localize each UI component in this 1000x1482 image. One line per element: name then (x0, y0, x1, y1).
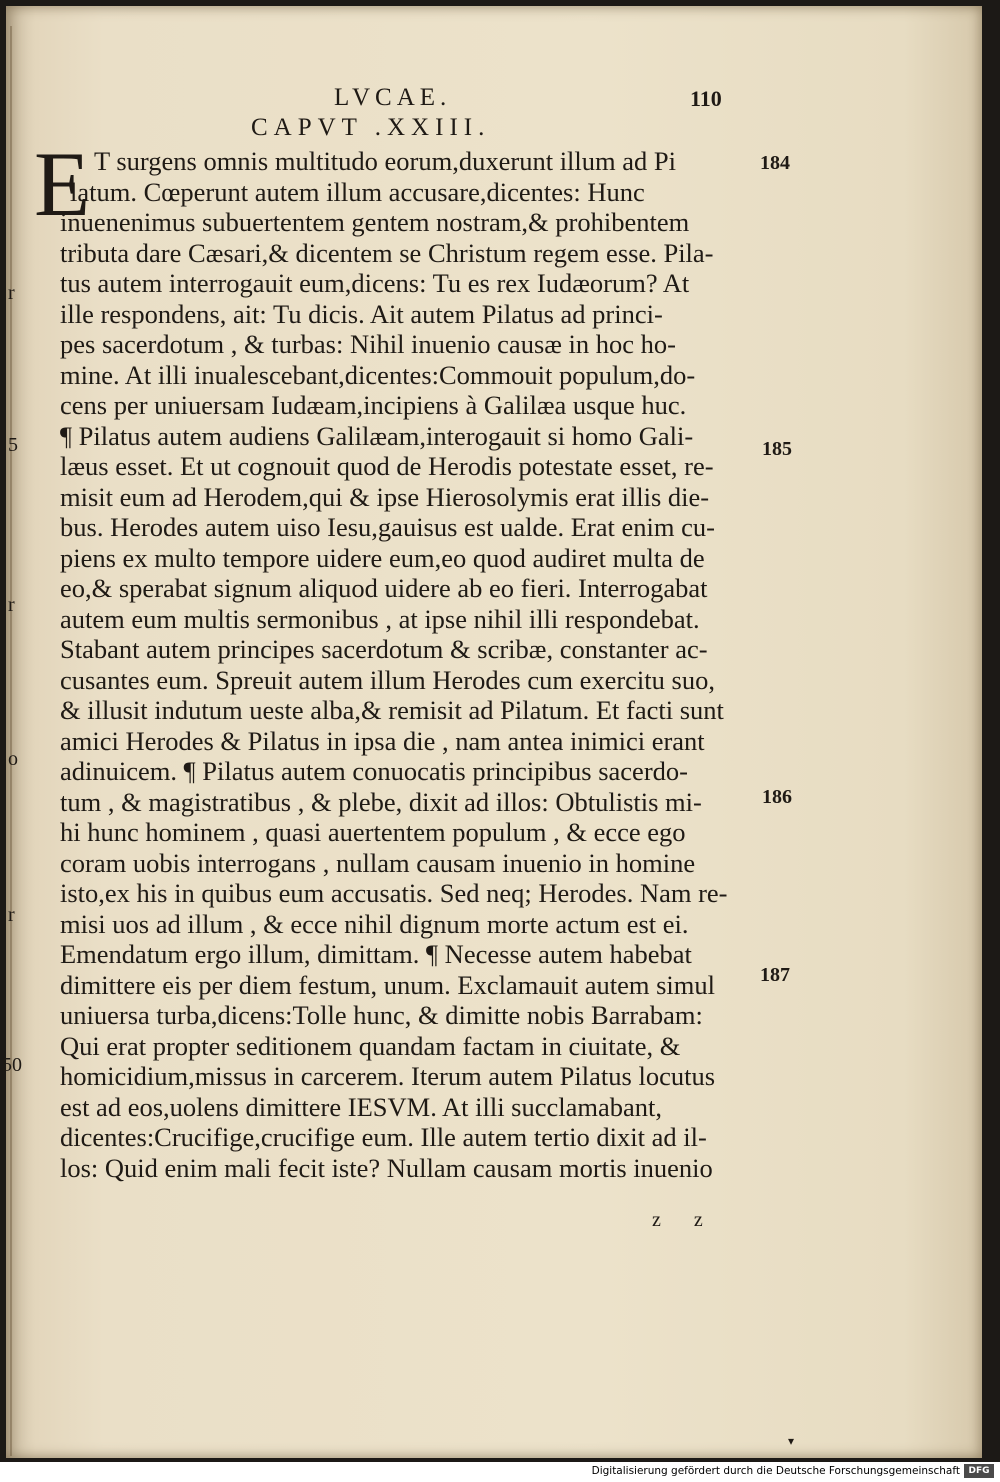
page-gutter (10, 26, 12, 1456)
text-line: ille respondens, ait: Tu dicis. Ait autem Pilatus ad princi- (60, 298, 663, 329)
margin-verse-number: 184 (760, 152, 790, 174)
text-line: tus autem interrogauit eum,dicens: Tu es rex Iudæorum? At (60, 268, 690, 298)
text-line: inuenenimus subuertentem gentem nostram,& prohibentem (60, 207, 690, 237)
page-header (6, 84, 982, 114)
funding-credit: Digitalisierung gefördert durch die Deutsche Forschungsgemeinschaft (591, 1465, 960, 1477)
text-line: Stabant autem principes sacerdotum & scribæ, constanter ac- (60, 634, 708, 664)
text-line: mine. At illi inualescebant,dicentes:Commouit populum,do- (60, 359, 696, 390)
text-line: isto,ex his in quibus eum accusatis. Sed neq; Herodes. Nam re- (60, 878, 728, 908)
running-title: LVCAE. (334, 84, 452, 111)
text-line: latum. Cœperunt autem illum accusare,dicentes: Hunc (70, 176, 645, 207)
text-line: cens per uniuersam Iudæam,incipiens à Galilæa usque huc. (60, 390, 687, 420)
drop-cap: E (34, 133, 91, 235)
text-line: los: Quid enim mali fecit iste? Nullam causam mortis inuenio (60, 1152, 713, 1183)
ink-speck: ▾ (788, 1434, 795, 1448)
text-line: amici Herodes & Pilatus in ipsa die , nam antea inimici erant (60, 725, 705, 756)
text-line: misi uos ad illum , & ecce nihil dignum morte actum est ei. (60, 908, 689, 939)
footer-bar (0, 1462, 1000, 1482)
text-line: misit eum ad Herodem,qui & ipse Hierosolymis erat illis die- (60, 481, 710, 512)
text-line: est ad eos,uolens dimittere IESVM. At illi succlamabant, (60, 1091, 663, 1122)
left-margin-mark: r (8, 282, 15, 304)
text-line: uniuersa turba,dicens:Tolle hunc, & dimitte nobis Barrabam: (60, 1000, 703, 1030)
left-margin-mark: r (8, 904, 15, 926)
margin-verse-number: 186 (762, 786, 792, 808)
left-margin-mark: 5 (8, 434, 18, 456)
text-line: bus. Herodes autem uiso Iesu,gauisus est ualde. Erat enim cu- (60, 512, 715, 542)
margin-verse-number: 185 (762, 438, 792, 460)
text-line: T surgens omnis multitudo eorum,duxerunt illum ad Pi (94, 146, 677, 176)
folio-number: 110 (690, 86, 722, 111)
text-line: Emendatum ergo illum, dimittam. ¶ Necesse autem habebat (60, 939, 692, 969)
text-line: ¶ Pilatus autem audiens Galilæam,interogauit si homo Gali- (60, 420, 694, 451)
dfg-logo-icon: DFG (964, 1464, 994, 1478)
text-line: tum , & magistratibus , & plebe, dixit ad illos: Obtulistis mi- (60, 786, 702, 817)
margin-verse-number: 187 (760, 964, 790, 986)
left-margin-mark: r (8, 594, 15, 616)
chapter-heading: CAPVT .XXIII. (251, 114, 491, 141)
text-line: coram uobis interrogans , nullam causam inuenio in homine (60, 847, 696, 878)
text-line: pes sacerdotum , & turbas: Nihil inuenio causæ in hoc ho- (60, 329, 677, 359)
text-line: eo,& sperabat signum aliquod uidere ab eo fieri. Interrogabat (60, 573, 708, 603)
text-line: dimittere eis per diem festum, unum. Exclamauit autem simul (60, 969, 715, 1000)
text-line: adinuicem. ¶ Pilatus autem conuocatis principibus sacerdo- (60, 756, 688, 786)
text-line: tributa dare Cæsari,& dicentem se Christum regem esse. Pila- (60, 237, 714, 268)
text-line: hi hunc hominem , quasi auertentem populum , & ecce ego (60, 817, 686, 847)
text-line: cusantes eum. Spreuit autem illum Herodes cum exercitu suo, (60, 664, 715, 695)
left-margin-mark: o (8, 748, 18, 770)
body-text (56, 146, 776, 1183)
catchword: z z (652, 1209, 717, 1231)
text-line: dicentes:Crucifige,crucifige eum. Ille autem tertio dixit ad il- (60, 1122, 707, 1152)
text-line: homicidium,missus in carcerem. Iterum autem Pilatus locutus (60, 1061, 716, 1091)
text-line: læus esset. Et ut cognouit quod de Herodis potestate esset, re- (60, 451, 714, 481)
text-line: piens ex multo tempore uidere eum,eo quod audiret multa de (60, 542, 705, 573)
left-margin-mark: 50 (2, 1054, 22, 1076)
text-line: & illusit indutum ueste alba,& remisit ad Pilatum. Et facti sunt (60, 695, 724, 725)
book-page (2, 6, 982, 1458)
text-line: Qui erat propter seditionem quandam factam in ciuitate, & (60, 1030, 681, 1061)
text-line: autem eum multis sermonibus , at ipse nihil illi respondebat. (60, 603, 700, 634)
